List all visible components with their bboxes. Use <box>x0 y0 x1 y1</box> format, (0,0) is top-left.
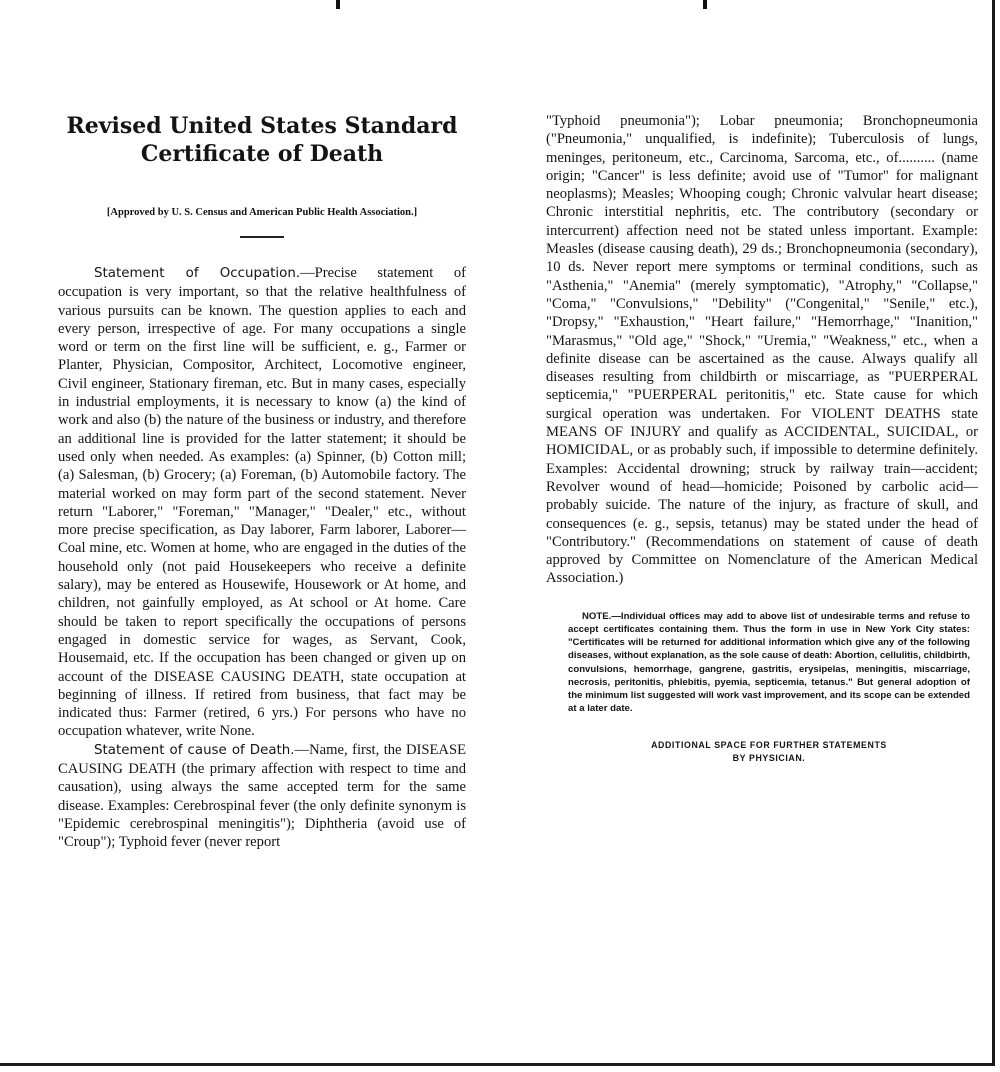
occupation-heading: Statement of Occupation. <box>94 266 301 281</box>
scan-mark <box>703 0 707 9</box>
page-edge-right <box>992 0 995 1066</box>
cause-heading: Statement of cause of Death. <box>94 742 295 758</box>
cause-text: —Name, first, the DISEASE CAUSING DEATH (the primary affection with respect to time and causation), using always the same accepted term for the same disease. Examples: Cerebrospinal fever (the only definite synonym is "Epidemic cerebrospinal meningitis"); Diphtheria (avoid use of "Croup"); Typhoid fever (never report <box>58 741 466 851</box>
additional-space-line2: BY PHYSICIAN. <box>732 753 806 764</box>
left-column <box>58 112 466 852</box>
cause-paragraph <box>58 741 466 852</box>
page-edge-bottom <box>0 1063 995 1066</box>
scan-mark <box>336 0 340 9</box>
divider-rule <box>240 236 284 238</box>
occupation-text: —Precise statement of occupation is very important, so that the relative healthfulness of various pursuits can be known. The question applies to each and every person, irrespective of age. For many occupations a single word or term on the first line will be sufficient, e. g., Farmer or Planter, Physician, Compositor, Architect, Locomotive engineer, Civil engineer, Stationary fireman, etc. But in many cases, especially in industrial employments, it is necessary to know (a) the kind of work and also (b) the nature of the business or industry, and therefore an additional line is provided for the latter statement; it should be used only when needed. As examples: (a) Spinner, (b) Cotton mill; (a) Salesman, (b) Grocery; (a) Foreman, (b) Automobile factory. The material worked on may form part of the second statement. Never return "Laborer," "Foreman," "Manager," "Dealer," etc., without more precise specification, as Day laborer, Farm laborer, Laborer— Coal mine, etc. Women at home, who are engaged in the duties of the household only (not paid Housekeepers who receive a definite salary), may be entered as Housewife, Housework or At home, and children, not gainfully employed, as At school or At home. Care should be taken to report specifically the occupations of persons engaged in domestic service for wages, as Servant, Cook, Housemaid, etc. If the occupation has been changed or given up on account of the DISEASE CAUSING DEATH, state occupation at beginning of illness. If retired from business, that fact may be indicated thus: Farmer (retired, 6 yrs.) For persons who have no occupation whatever, write None. <box>58 265 466 740</box>
note-paragraph: NOTE.—Individual offices may add to above list of undesirable terms and refuse to accept certificates containing them. Thus the form in use in New York City states: "Certificates will be returned for additional information which give any of the following diseases, without explanation, as the sole cause of death: Abortion, cellulitis, childbirth, convulsions, hemorrhage, gangrene, gastritis, erysipelas, meningitis, miscarriage, necrosis, peritonitis, phlebitis, pyemia, septicemia, tetanus." But general adoption of the minimum list suggested will work vast improvement, and its scope can be extended at a later date. <box>568 610 970 715</box>
cause-continuation: "Typhoid pneumonia"); Lobar pneumonia; Bronchopneumonia ("Pneumonia," unqualified, is indefinite); Tuberculosis of lungs, meninges, peritoneum, etc., Carcinoma, Sarcoma, etc., of.......... (name origin; "Cancer" is less definite; avoid use of "Tumor" for malignant neoplasms); Measles; Whooping cough; Chronic valvular heart disease; Chronic interstitial nephritis, etc. The contributory (secondary or intercurrent) affection need not be stated unless important. Example: Measles (disease causing death), 29 ds.; Bronchopneumonia (secondary), 10 ds. Never report mere symptoms or terminal conditions, such as "Asthenia," "Anemia" (merely symptomatic), "Atrophy," "Collapse," "Coma," "Convulsions," "Debility" ("Congenital," "Senile," etc.), "Dropsy," "Exhaustion," "Heart failure," "Hemorrhage," "Inanition," "Marasmus," "Old age," "Shock," "Uremia," "Weakness," etc., when a definite disease can be ascertained as the cause. Always qualify all diseases resulting from childbirth or miscarriage, as "PUERPERAL septicemia," "PUERPERAL peritonitis," etc. State cause for which surgical operation was undertaken. For VIOLENT DEATHS state MEANS OF INJURY and qualify as ACCIDENTAL, SUICIDAL, or HOMICIDAL, or as probably such, if impossible to determine definitely. Examples: Accidental drowning; struck by railway train—accident; Revolver wound of head—homicide; Poisoned by carbolic acid—probably suicide. The nature of the injury, as fracture of skull, and consequences (e. g., sepsis, tetanus) may be stated under the head of "Contributory." (Recommendations on statement of cause of death approved by Committee on Nomenclature of the American Medical Association.) <box>546 113 978 587</box>
additional-space-line1: ADDITIONAL SPACE FOR FURTHER STATEMENTS <box>651 740 887 751</box>
additional-space-heading <box>568 739 970 765</box>
occupation-paragraph <box>58 264 466 741</box>
approval-note: [Approved by U. S. Census and American Public Health Association.] <box>106 207 418 218</box>
right-column <box>546 112 978 765</box>
document-title: Revised United States Standard Certificate of Death <box>66 113 458 167</box>
